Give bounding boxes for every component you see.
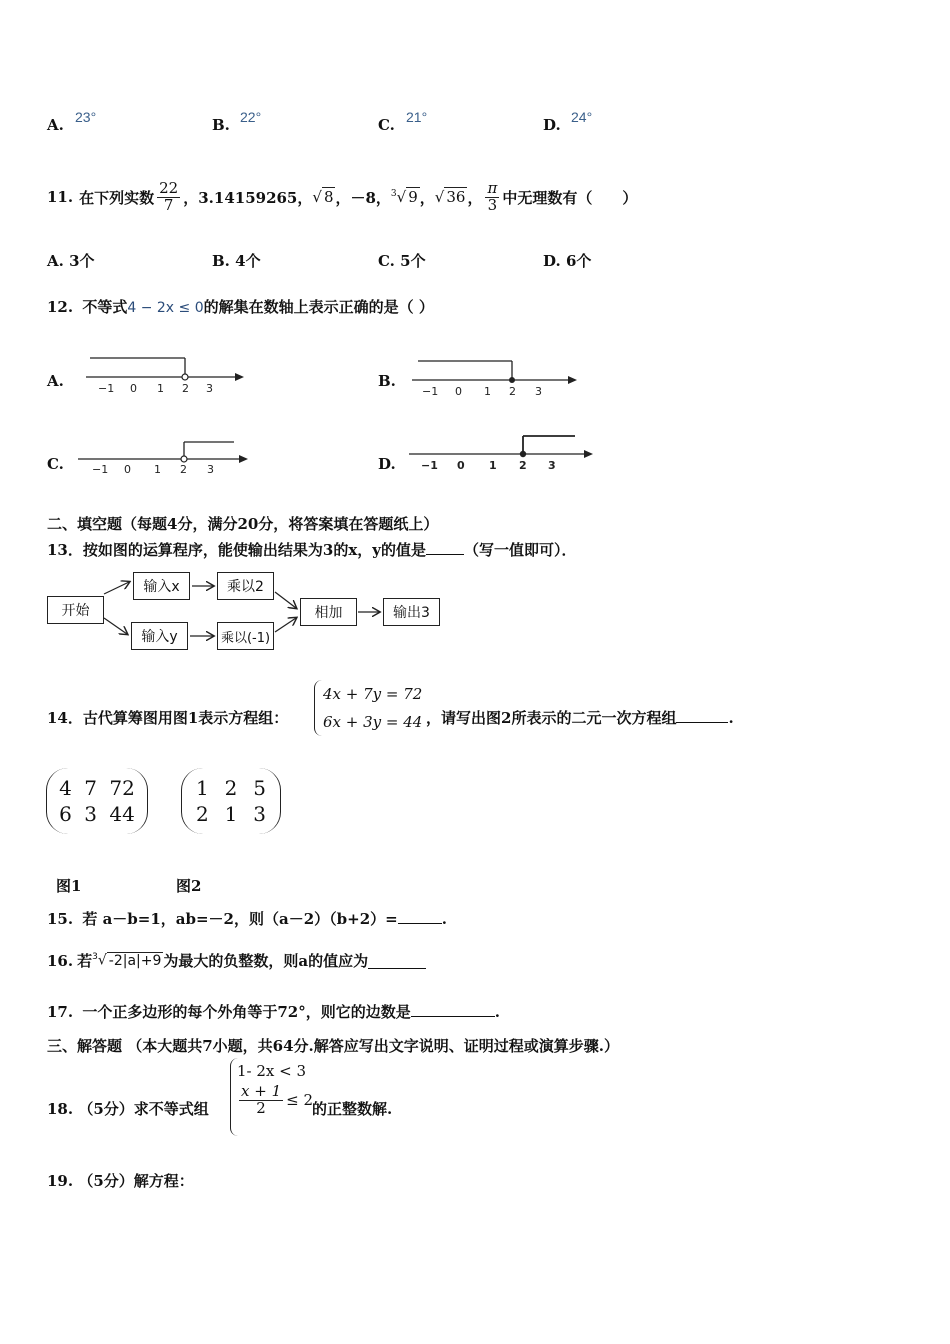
q14-figure-1	[46, 768, 148, 834]
q11-sep2: ，－8，	[335, 188, 391, 207]
q18-ineq1: 1- 2x < 3	[237, 1062, 307, 1080]
q13-text: 13．按如图的运算程序，能使输出结果为3的x，y的值是	[47, 541, 426, 559]
flow-output-box: 输出3	[383, 598, 440, 626]
q11-sep3: ，	[419, 188, 435, 207]
q14-figure-2	[181, 768, 281, 834]
q10-option-c-value: 21°	[406, 109, 428, 125]
nl-a-tick-m1: −1	[98, 382, 115, 395]
q12-tail: 的解集在数轴上表示正确的是（ ）	[203, 298, 434, 316]
flow-arrow-start-to-x	[104, 582, 129, 594]
q11-option-d: D. 6个	[543, 252, 592, 270]
q16-tail: 为最大的负整数，则a的值应为	[163, 952, 369, 970]
fig1-row-1: 4 7 72	[59, 776, 135, 800]
q17-answer-blank	[411, 1016, 495, 1017]
fig2-row-2: 2 1 3	[195, 802, 266, 826]
q18-ineq2-relation: ≤ 2	[286, 1091, 313, 1110]
fig2-row-1: 1 2 5	[195, 776, 266, 800]
q16-cube-root: $^3$√ -2|a|+9	[92, 952, 162, 969]
flow-input-y-box: 输入y	[131, 622, 188, 650]
q10-option-d-letter: D.	[543, 116, 561, 134]
nl-b-tick-0: 0	[455, 385, 462, 398]
q12-option-a: A.	[47, 372, 64, 390]
nl-b-tick-3: 3	[535, 385, 542, 398]
fig1-row-2: 6 3 44	[59, 802, 135, 826]
q11-sep4: ，	[467, 188, 483, 207]
nl-d-arrow	[584, 450, 593, 458]
q12-lead: 不等式	[82, 298, 128, 316]
q11-fraction-pi-3: $\frac{\pi}{3}$	[487, 178, 498, 214]
q12-inequality: 4 − 2x ≤ 0	[127, 300, 204, 316]
question-17: 17. 一个正多边形的每个外角等于72°，则它的边数是 .	[47, 1003, 500, 1021]
q18-inequality-system	[230, 1058, 313, 1136]
nl-a-tick-1: 1	[157, 382, 164, 395]
q15-number: 15.	[47, 910, 74, 928]
number-line-a	[80, 350, 250, 400]
q18-ineq2	[237, 1084, 313, 1117]
number-line-b	[408, 352, 583, 400]
flow-multiply-neg1-box: 乘以(-1)	[217, 622, 274, 650]
flow-start-box: 开始	[47, 596, 104, 624]
number-line-d	[405, 428, 600, 476]
nl-c-tick-3: 3	[207, 463, 214, 476]
nl-a-tick-0: 0	[130, 382, 137, 395]
q18-fraction: $\frac{x + 1}{2}$	[241, 1082, 282, 1117]
fig1-caption: 图1	[56, 877, 82, 895]
nl-b-tick-1: 1	[484, 385, 491, 398]
question-12	[47, 296, 434, 317]
nl-d-tick-0: 0	[457, 459, 465, 472]
question-16	[47, 950, 426, 971]
number-line-c	[74, 432, 254, 477]
nl-d-tick-m1: −1	[421, 459, 438, 472]
q11-tail: 中无理数有（ ）	[502, 188, 638, 207]
flow-arrow-mulneg1-to-add	[275, 618, 296, 632]
q14-tail: ，请写出图2所表示的二元一次方程组	[426, 709, 677, 727]
nl-a-arrow	[235, 373, 244, 381]
nl-d-tick-3: 3	[548, 459, 556, 472]
question-11	[47, 162, 637, 232]
fig2-caption: 图2	[176, 877, 202, 895]
q11-fraction-22-7: $\frac{22}{7}$	[159, 178, 179, 214]
nl-c-tick-m1: −1	[92, 463, 109, 476]
q18-tail: 的正整数解.	[312, 1100, 393, 1118]
q17-number: 17.	[47, 1003, 74, 1021]
nl-a-tick-2: 2	[182, 382, 189, 395]
q10-option-d-value: 24°	[571, 109, 593, 125]
flow-input-x-box: 输入x	[133, 572, 190, 600]
q12-option-b: B.	[378, 372, 396, 390]
nl-d-tick-1: 1	[489, 459, 497, 472]
nl-d-tick-2: 2	[519, 459, 527, 472]
flow-arrows	[0, 560, 450, 660]
q14-tail-line: ，请写出图2所表示的二元一次方程组 .	[426, 709, 734, 727]
question-13	[47, 539, 577, 560]
q16-lead: 若	[77, 952, 93, 970]
q11-lead: 在下列实数	[79, 188, 155, 207]
section-2-heading: 二、填空题（每题4分，满分20分，将答案填在答题纸上）	[47, 515, 439, 533]
q11-sqrt-8: √ 8	[312, 188, 334, 206]
q14-eq1: 4x + 7y = 72	[323, 685, 423, 703]
q14-answer-blank	[676, 722, 728, 723]
flow-arrow-mul2-to-add	[275, 592, 296, 608]
q11-option-b: B. 4个	[212, 252, 261, 270]
question-19: 19. （5分）解方程：	[47, 1172, 194, 1190]
nl-b-tick-m1: −1	[422, 385, 439, 398]
nl-b-solid-dot	[509, 377, 515, 383]
nl-c-arrow	[239, 455, 248, 463]
q11-sep1: ，3.14159265，	[183, 188, 313, 207]
q11-sqrt-36: √ 36	[434, 188, 466, 206]
flow-arrow-start-to-y	[104, 618, 127, 634]
question-15: 15. 若 a－b=1，ab=－2，则（a－2）（b+2）= .	[47, 910, 447, 928]
q16-number: 16.	[47, 951, 74, 970]
q11-option-c: C. 5个	[378, 252, 426, 270]
q10-option-b-letter: B.	[212, 116, 230, 134]
q14-eq2: 6x + 3y = 44	[323, 713, 423, 731]
flow-add-box: 相加	[300, 598, 357, 626]
q13-answer-blank	[426, 554, 464, 555]
q10-option-b-value: 22°	[240, 109, 262, 125]
q10-option-c-letter: C.	[378, 116, 395, 134]
nl-c-tick-1: 1	[154, 463, 161, 476]
flow-multiply-2-box: 乘以2	[217, 572, 274, 600]
nl-b-tick-2: 2	[509, 385, 516, 398]
q11-option-a: A. 3个	[47, 252, 95, 270]
q17-text: 一个正多边形的每个外角等于72°，则它的边数是	[82, 1003, 411, 1021]
q14-equation-system	[314, 680, 422, 736]
nl-a-open-dot	[182, 374, 188, 380]
section-3-heading: 三、解答题 （本大题共7小题，共64分.解答应写出文字说明、证明过程或演算步骤.）	[47, 1037, 619, 1055]
nl-c-tick-2: 2	[180, 463, 187, 476]
q18-lead: 18. （5分）求不等式组	[47, 1100, 209, 1118]
q15-answer-blank	[398, 923, 442, 924]
q15-text: 若 a－b=1，ab=－2，则（a－2）（b+2）=	[82, 910, 398, 928]
nl-c-open-dot	[181, 456, 187, 462]
q10-option-a-letter: A.	[47, 116, 64, 134]
q14-lead: 14．古代算筹图用图1表示方程组：	[47, 709, 289, 727]
nl-c-tick-0: 0	[124, 463, 131, 476]
q10-option-a-value: 23°	[75, 109, 97, 125]
q12-number: 12.	[47, 298, 74, 316]
nl-b-arrow	[568, 376, 577, 384]
q16-answer-blank	[368, 952, 426, 969]
q12-option-d: D.	[378, 455, 396, 473]
q11-number: 11.	[47, 188, 74, 206]
q13-tail: （写一值即可）．	[463, 541, 577, 559]
nl-d-solid-dot	[520, 451, 526, 457]
q12-option-c: C.	[47, 455, 64, 473]
nl-a-tick-3: 3	[206, 382, 213, 395]
q11-cbrt-9: $^3$√ 9	[390, 188, 418, 206]
